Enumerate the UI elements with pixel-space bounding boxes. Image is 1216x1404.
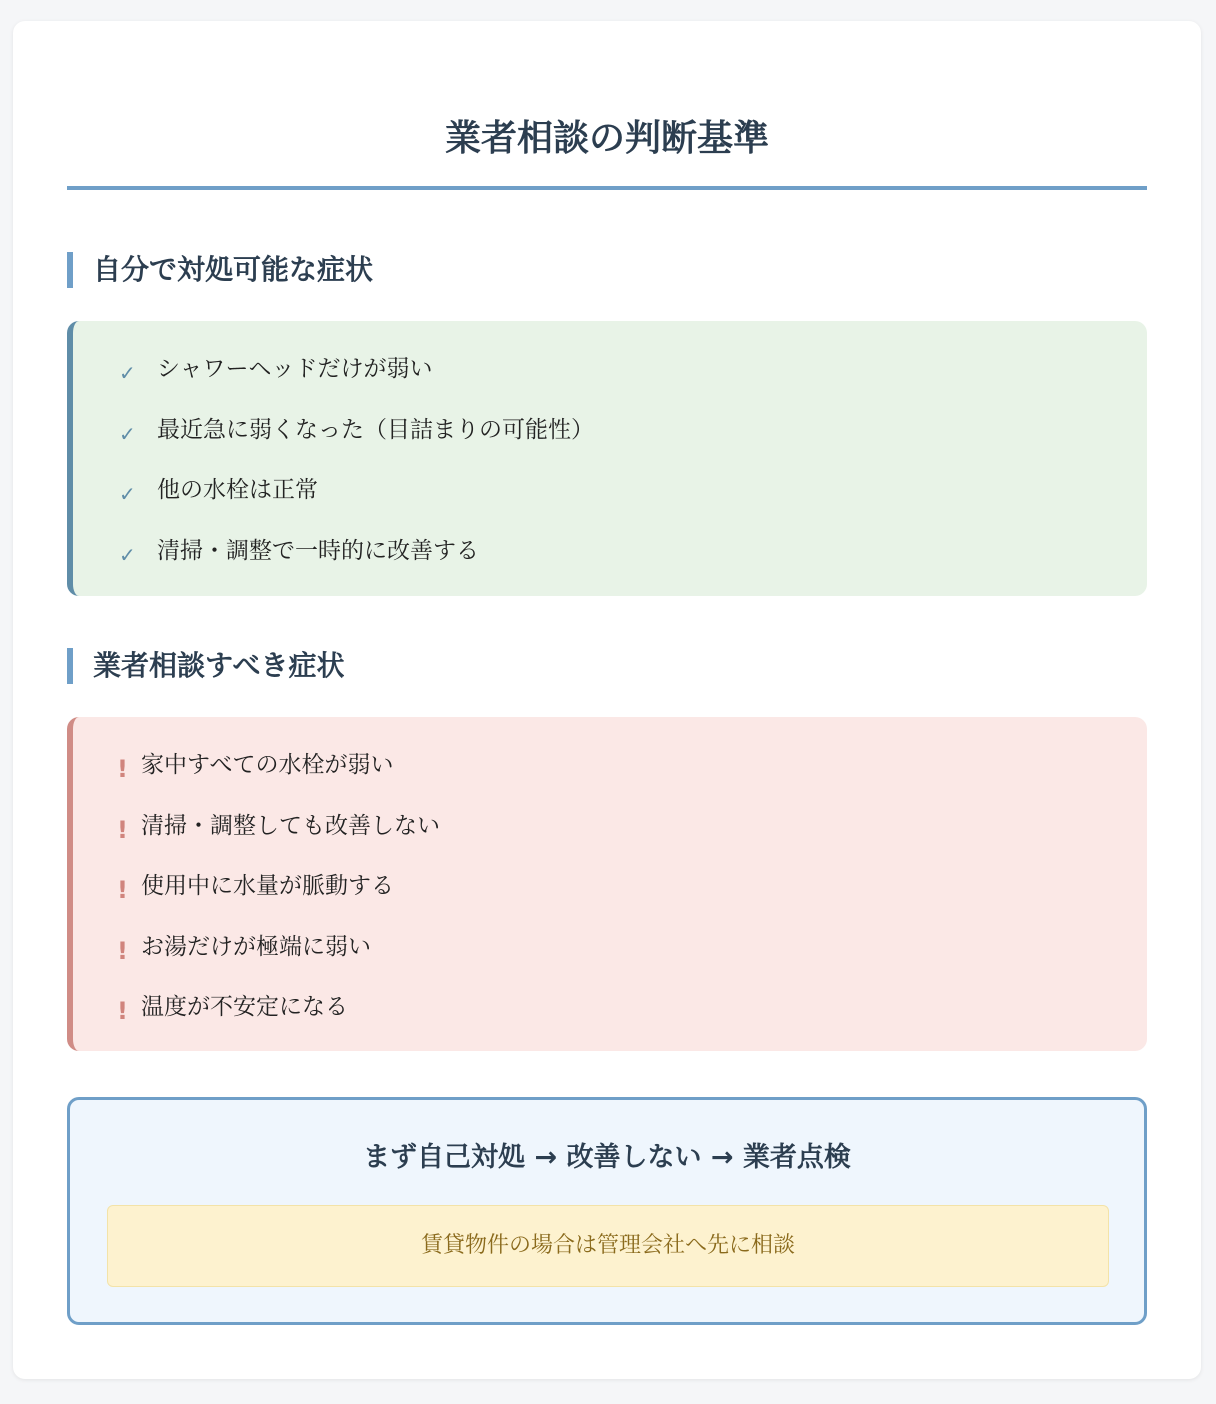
list-item-text: 最近急に弱くなった（目詰まりの可能性）: [157, 416, 594, 443]
consult-list: [67, 717, 1147, 1051]
list-item: [113, 735, 1147, 796]
check-icon: ✓: [119, 542, 136, 567]
list-item-text: 温度が不安定になる: [141, 994, 348, 1021]
self-fix-heading: 自分で対処可能な症状: [67, 252, 1147, 288]
exclamation-icon: !: [117, 936, 128, 965]
list-item: [113, 400, 1147, 461]
list-item-text: 使用中に水量が脈動する: [141, 873, 394, 900]
list-item: [113, 917, 1147, 978]
list-item-text: 家中すべての水栓が弱い: [141, 752, 394, 779]
consult-heading: 業者相談すべき症状: [67, 648, 1147, 684]
decision-flow-text: まず自己対処 → 改善しない → 業者点検: [363, 1142, 851, 1173]
title-divider: [67, 186, 1147, 190]
self-fix-list: [67, 321, 1147, 596]
list-item-text: お湯だけが極端に弱い: [141, 933, 371, 960]
list-item-text: シャワーヘッドだけが弱い: [157, 356, 433, 383]
exclamation-icon: !: [117, 876, 128, 905]
rental-note: 賃貸物件の場合は管理会社へ先に相談: [107, 1205, 1109, 1287]
list-item-text: 他の水栓は正常: [157, 477, 318, 504]
list-item-text: 清掃・調整で一時的に改善する: [157, 537, 479, 564]
list-item: [113, 339, 1147, 400]
exclamation-icon: !: [117, 755, 128, 784]
list-item: [113, 521, 1147, 582]
check-icon: ✓: [119, 482, 136, 507]
content-card: [13, 21, 1201, 1379]
decision-flow-box: [67, 1097, 1147, 1325]
exclamation-icon: !: [117, 815, 128, 844]
list-item-text: 清掃・調整しても改善しない: [141, 812, 440, 839]
page-title: 業者相談の判断基準: [444, 118, 769, 159]
list-item: [113, 977, 1147, 1038]
list-item: [113, 856, 1147, 917]
list-item: [113, 460, 1147, 521]
check-icon: ✓: [119, 361, 136, 386]
check-icon: ✓: [119, 421, 136, 446]
exclamation-icon: !: [117, 997, 128, 1026]
list-item: [113, 796, 1147, 857]
